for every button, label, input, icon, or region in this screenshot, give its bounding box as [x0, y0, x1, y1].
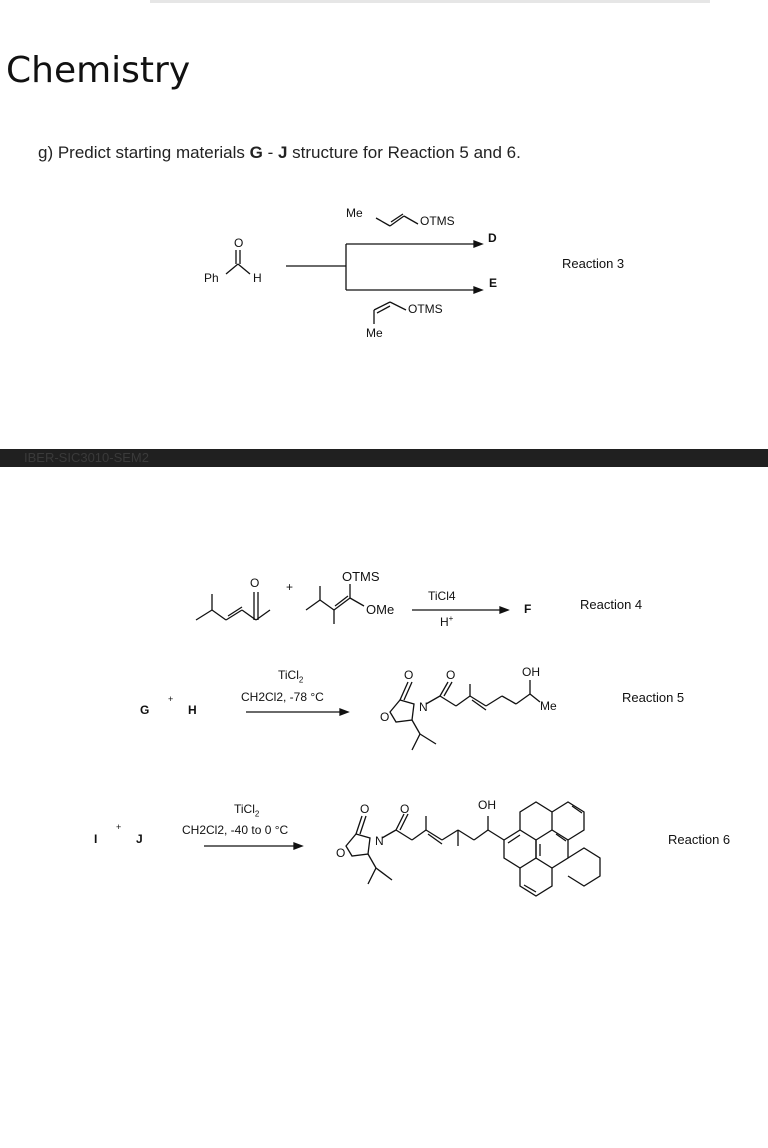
reagent-top-structure	[376, 214, 418, 226]
benzaldehyde-structure	[226, 250, 250, 274]
r5-atom-o1: O	[404, 668, 414, 682]
r6-atom-o2: O	[400, 802, 410, 816]
r6-cond-top-text: TiCl	[234, 802, 255, 816]
r5-cond-top	[278, 668, 303, 684]
r3-substrate-o: O	[234, 236, 244, 250]
r4-reagent-top: TiCl4	[428, 589, 456, 603]
reaction6-label: Reaction 6	[668, 832, 731, 847]
r6-plus: +	[116, 822, 122, 832]
reaction6-product-structure	[346, 814, 504, 884]
r6-cond-top-sub: 2	[254, 809, 260, 819]
r5-cond-top-sub: 2	[298, 675, 304, 685]
r5-atom-o3: O	[380, 710, 390, 724]
reaction4-label: Reaction 4	[580, 597, 643, 612]
r4-product-f: F	[524, 602, 532, 616]
r4-plus: +	[286, 580, 294, 594]
page-title: Chemistry	[6, 50, 191, 91]
r3-substrate-ph: Ph	[204, 271, 219, 285]
reaction3-arrows	[286, 241, 482, 293]
r4-reagent-bottom	[440, 614, 453, 629]
question-range-dash: -	[262, 143, 278, 162]
r3-reagent-bottom-otms: OTMS	[408, 302, 443, 316]
r6-cond-bottom: CH2Cl2, -40 to 0 °C	[182, 823, 289, 837]
r6-start-i: I	[94, 832, 98, 846]
reaction5-label: Reaction 5	[622, 690, 685, 705]
r5-atom-n: N	[419, 700, 428, 714]
r5-cond-bottom: CH2Cl2, -78 °C	[241, 690, 324, 704]
r4-reagent-bottom-text: H	[440, 615, 449, 629]
r6-cond-top	[234, 802, 259, 818]
course-banner-text: IBER-SIC3010-SEM2	[24, 450, 149, 465]
r5-atom-oh: OH	[522, 665, 540, 679]
question-range-start: G	[249, 143, 263, 162]
r5-atom-o2: O	[446, 668, 456, 682]
reaction4-arrow	[412, 607, 508, 613]
question-prefix: g) Predict starting materials	[38, 143, 250, 162]
r4-reagent-bottom-sup: +	[448, 614, 454, 623]
r6-atom-oh: OH	[478, 798, 496, 812]
question-range-end: J	[277, 143, 288, 162]
r3-reagent-top-me: Me	[346, 206, 363, 220]
mesityl-oxide-structure	[196, 592, 270, 620]
pyrene-structure	[504, 802, 600, 896]
r3-product-d: D	[488, 231, 497, 245]
course-banner	[0, 449, 768, 467]
r3-reagent-top-otms: OTMS	[420, 214, 455, 228]
reaction5-product-structure	[390, 680, 540, 750]
r6-atom-o3: O	[336, 846, 346, 860]
r5-plus: +	[168, 694, 174, 704]
r5-cond-top-text: TiCl	[278, 668, 299, 682]
r5-start-h: H	[188, 703, 197, 717]
r6-atom-n: N	[375, 834, 384, 848]
r4-otms: OTMS	[342, 569, 380, 584]
r5-start-g: G	[140, 703, 150, 717]
r6-start-j: J	[136, 832, 143, 846]
r5-atom-me: Me	[540, 699, 557, 713]
r6-atom-o1: O	[360, 802, 370, 816]
reaction5-arrow	[246, 709, 348, 715]
silyl-ketene-acetal-structure	[306, 584, 364, 624]
reagent-bottom-structure	[374, 302, 406, 324]
r3-reagent-bottom-me: Me	[366, 326, 383, 340]
r4-ome: OMe	[366, 602, 395, 617]
r4-ketone-o: O	[250, 576, 260, 590]
reaction6-arrow	[204, 843, 302, 849]
r3-product-e: E	[489, 276, 498, 290]
reaction3-label: Reaction 3	[562, 256, 625, 271]
r3-substrate-h: H	[253, 271, 262, 285]
question-suffix: structure for Reaction 5 and 6.	[287, 143, 521, 162]
